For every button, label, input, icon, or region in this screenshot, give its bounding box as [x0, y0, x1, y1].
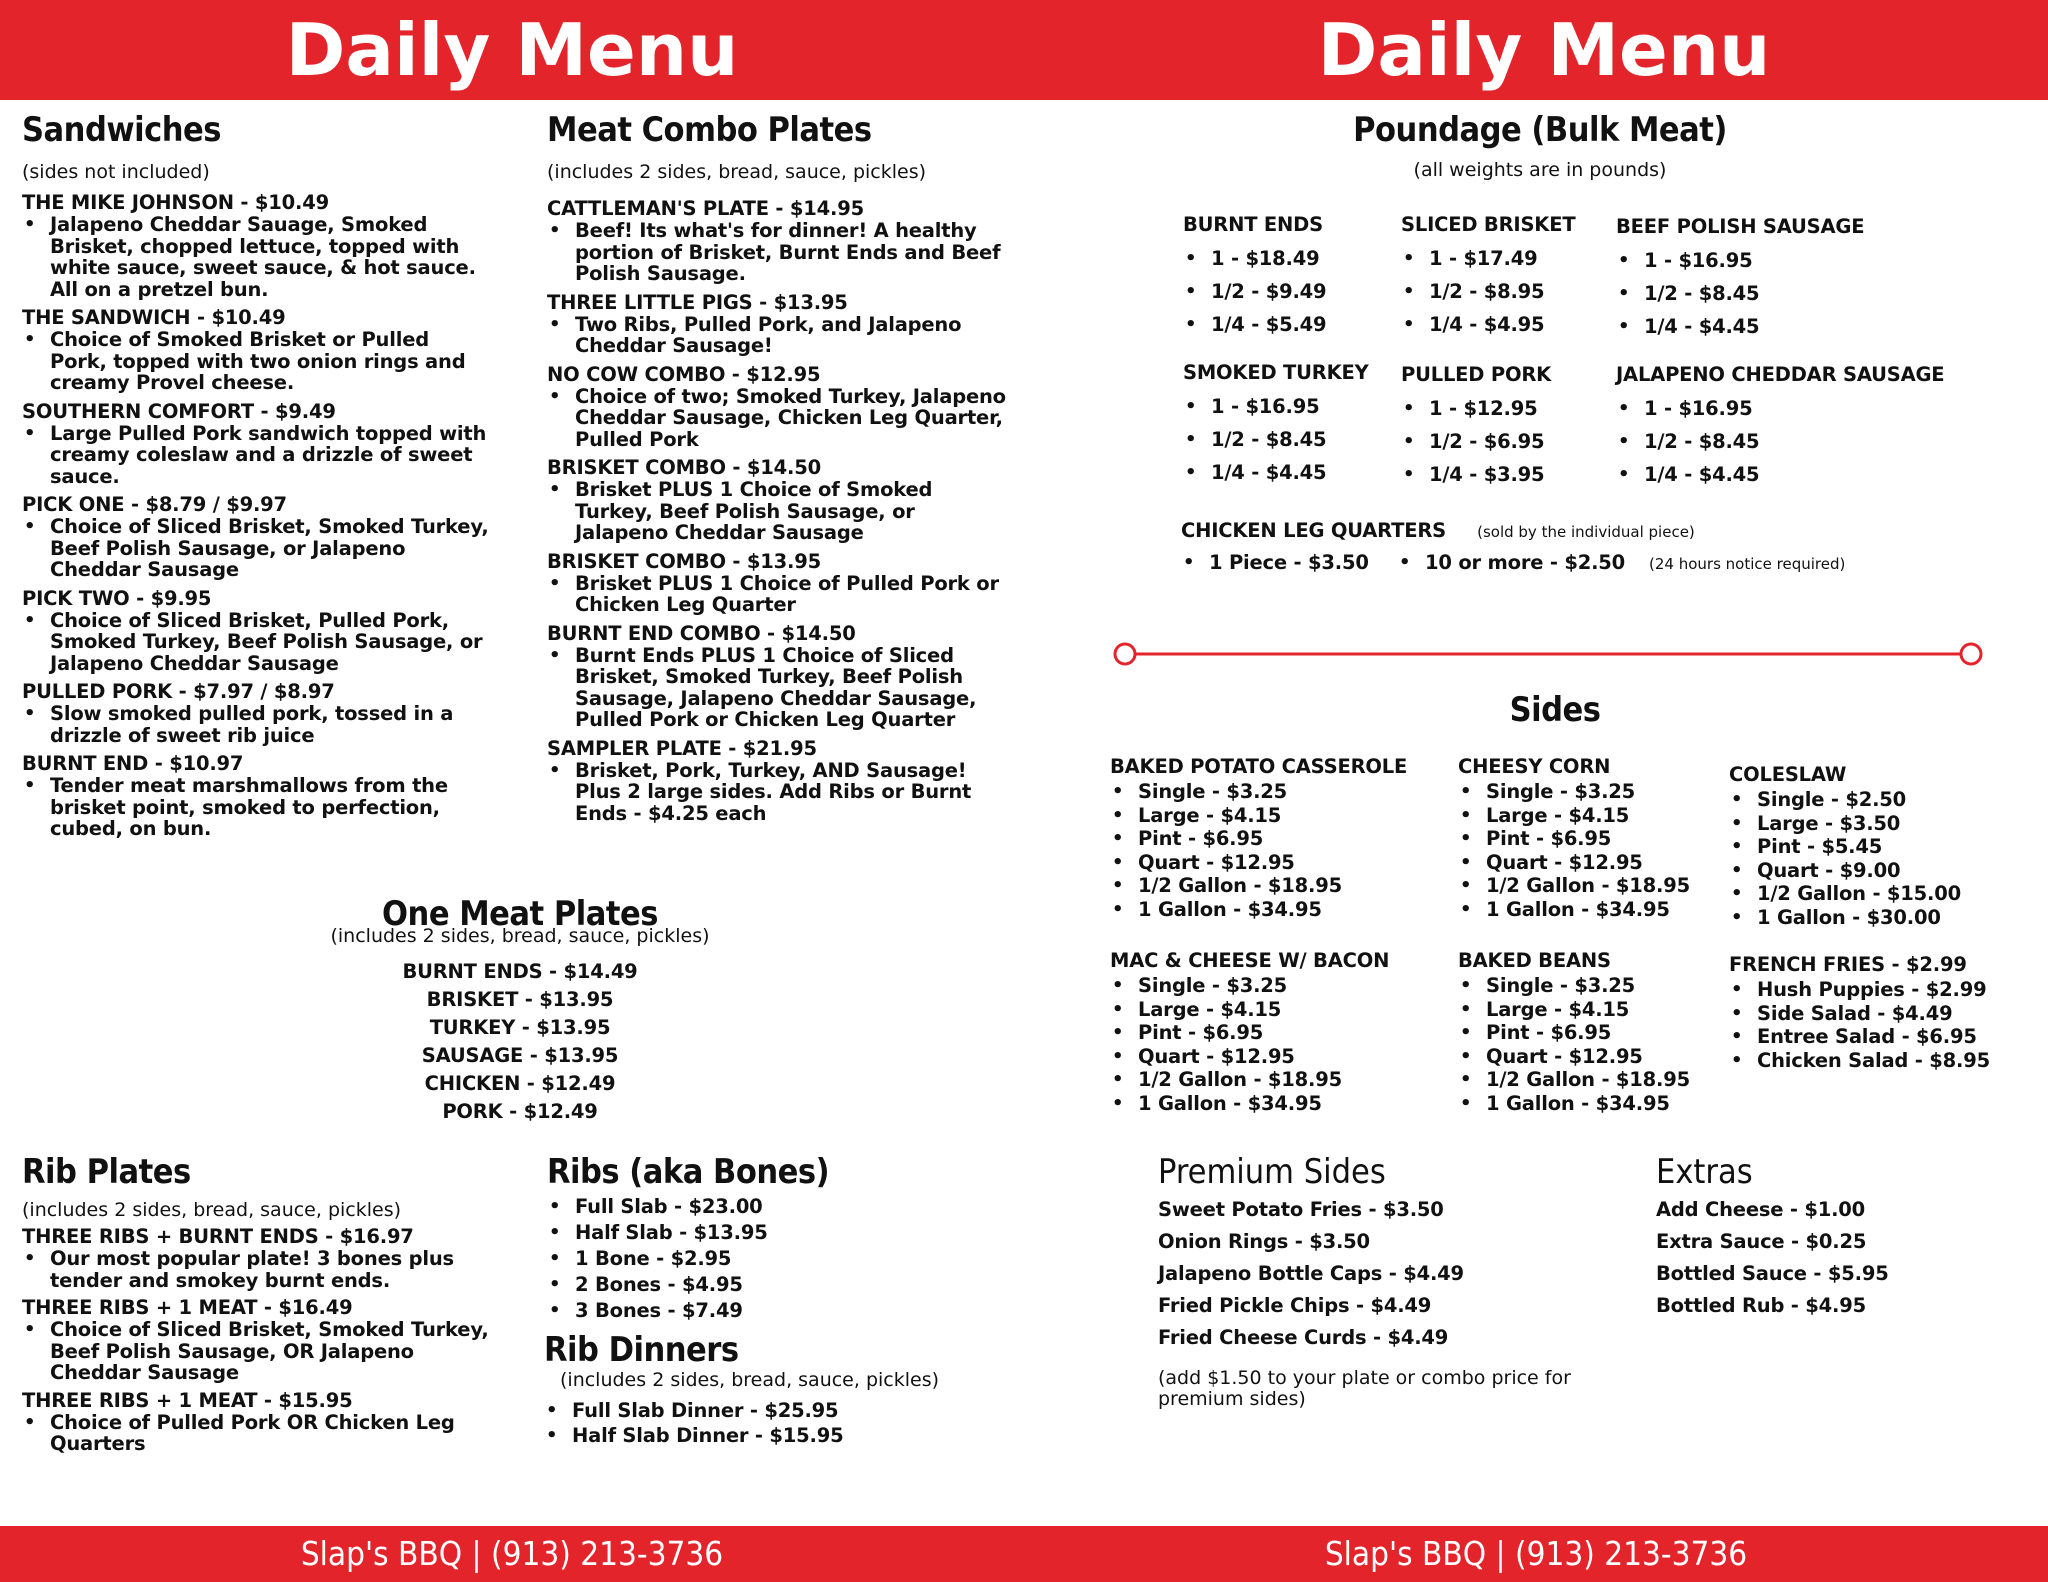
price-group-title: MAC & CHEESE W/ BACON — [1110, 949, 1390, 972]
price-list — [1616, 392, 1944, 491]
menu-item-detail: • Our most popular plate! 3 bones plus tender and smokey burnt ends. — [22, 1248, 492, 1291]
menu-item-detail: • Slow smoked pulled pork, tossed in a drizzle of sweet rib juice — [22, 703, 492, 746]
price-item: • Large - $4.15 — [1458, 998, 1690, 1022]
menu-item — [547, 623, 1007, 731]
price-group-title: BURNT ENDS — [1183, 213, 1323, 236]
section-title: Rib Plates — [22, 1152, 191, 1192]
menu-item-name: BURNT END COMBO - $14.50 — [547, 621, 856, 645]
price-group-title: BAKED BEANS — [1458, 949, 1611, 972]
menu-item — [22, 307, 492, 394]
price-item: • Entree Salad - $6.95 — [1729, 1025, 1990, 1049]
price-item: • 1 Gallon - $30.00 — [1729, 906, 1961, 930]
menu-item-name: SOUTHERN COMFORT - $9.49 — [22, 399, 336, 423]
chicken-leg-note: (sold by the individual piece) — [1477, 523, 1695, 541]
price-item: • 1 - $12.95 — [1401, 392, 1551, 425]
menu-item — [547, 457, 1007, 544]
section-note: (sides not included) — [22, 161, 210, 183]
price-item: • 1/2 - $8.95 — [1401, 275, 1575, 308]
menu-title-right: Daily Menu — [1317, 8, 1771, 92]
price-item: • 1 Gallon - $34.95 — [1110, 898, 1407, 922]
menu-item-details — [547, 314, 1007, 357]
price-item: • 1 - $18.49 — [1183, 242, 1326, 275]
menu-item: • 2 Bones - $4.95 — [547, 1272, 1007, 1298]
price-list — [1729, 978, 1990, 1072]
price-item: • 1/2 Gallon - $18.95 — [1110, 1068, 1389, 1092]
menu-item: Bottled Sauce - $5.95 — [1656, 1262, 1889, 1285]
poundage-grid — [1183, 214, 2003, 494]
premium-sides-section — [1158, 1152, 1598, 1410]
menu-item-detail: • Choice of Smoked Brisket or Pulled Pork, topped with two onion rings and creamy Provel cheese. — [22, 329, 492, 394]
footer-contact-right: Slap's BBQ | (913) 213-3736 — [1324, 1534, 1748, 1573]
price-item: • Large - $4.15 — [1458, 804, 1690, 828]
menu-item-details — [547, 645, 1007, 731]
price-item: • Single - $3.25 — [1110, 974, 1389, 998]
price-item: • Single - $2.50 — [1729, 788, 1961, 812]
one-meat-section — [300, 894, 740, 1126]
section-note: (all weights are in pounds) — [1413, 159, 1667, 181]
section-title: Sandwiches — [22, 110, 221, 150]
menu-item: • Full Slab - $23.00 — [547, 1194, 1007, 1220]
menu-item — [22, 753, 492, 840]
menu-item-detail: • Choice of two; Smoked Turkey, Jalapeno Cheddar Sausage, Chicken Leg Quarter, Pulled Pork — [547, 386, 1007, 451]
chicken-leg-title: CHICKEN LEG QUARTERS — [1181, 519, 1447, 542]
item-list — [22, 1226, 492, 1455]
menu-item-details — [22, 516, 492, 581]
menu-item-name: PICK ONE - $8.79 / $9.97 — [22, 493, 287, 516]
menu-item: Add Cheese - $1.00 — [1656, 1198, 1866, 1221]
item-list — [547, 1194, 1007, 1324]
item-list — [1656, 1194, 1996, 1322]
price-item: • 1 Gallon - $34.95 — [1458, 1092, 1690, 1116]
section-title: Ribs (aka Bones) — [547, 1152, 830, 1192]
menu-item-details — [22, 703, 492, 746]
menu-item-details — [22, 423, 492, 488]
price-item: • 1/2 Gallon - $15.00 — [1729, 882, 1961, 906]
menu-item-detail: • Brisket PLUS 1 Choice of Smoked Turkey, Beef Polish Sausage, or Jalapeno Cheddar Sausage — [547, 479, 1007, 544]
section-note: (includes 2 sides, bread, sauce, pickles) — [330, 925, 710, 947]
header-bar — [0, 0, 2048, 100]
price-list — [1401, 242, 1575, 341]
menu-item: Fried Cheese Curds - $4.49 — [1158, 1326, 1449, 1349]
menu-item-detail: • Jalapeno Cheddar Sauage, Smoked Brisket, chopped lettuce, topped with white sauce, sweet sauce, & hot sauce. All on a pretzel bun. — [22, 214, 492, 300]
menu-item-detail: • Choice of Pulled Pork OR Chicken Leg Quarters — [22, 1412, 492, 1455]
menu-item: PORK - $12.49 — [442, 1100, 598, 1123]
menu-item-details — [22, 1319, 492, 1384]
price-group-title: CHEESY CORN — [1458, 755, 1611, 778]
menu-item: Fried Pickle Chips - $4.49 — [1158, 1294, 1432, 1317]
price-item: • Pint - $6.95 — [1110, 827, 1407, 851]
price-item: • 1/4 - $3.95 — [1401, 458, 1551, 491]
section-title: Meat Combo Plates — [547, 110, 872, 150]
menu-item: CHICKEN - $12.49 — [424, 1072, 616, 1095]
price-list — [1458, 780, 1690, 921]
menu-item-detail: • Tender meat marshmallows from the brisket point, smoked to perfection, cubed, on bun. — [22, 775, 492, 840]
menu-title-left: Daily Menu — [285, 8, 739, 92]
price-item: • Chicken Salad - $8.95 — [1729, 1049, 1990, 1073]
menu-item-name: BURNT END - $10.97 — [22, 752, 244, 775]
menu-item-details — [547, 573, 1007, 616]
menu-item-name: THREE LITTLE PIGS - $13.95 — [547, 290, 848, 314]
menu-item — [22, 192, 492, 300]
section-note: (includes 2 sides, bread, sauce, pickles) — [560, 1369, 940, 1391]
price-list — [1616, 244, 1864, 343]
menu-item-details — [547, 220, 1007, 285]
menu-item-detail: • Choice of Sliced Brisket, Smoked Turkey, Beef Polish Sausage, OR Jalapeno Cheddar Sausage — [22, 1319, 492, 1384]
rib-plates-section — [22, 1152, 492, 1455]
price-item: • 1 Gallon - $34.95 — [1458, 898, 1690, 922]
price-item: • Pint - $6.95 — [1110, 1021, 1389, 1045]
menu-item-detail: • Choice of Sliced Brisket, Smoked Turkey, Beef Polish Sausage, or Jalapeno Cheddar Sausage — [22, 516, 492, 581]
menu-item-name: THREE RIBS + BURNT ENDS - $16.97 — [22, 1225, 414, 1248]
menu-item — [547, 364, 1007, 451]
price-item: • 1/2 - $8.45 — [1183, 423, 1369, 456]
price-group — [1729, 954, 1990, 1072]
menu-item: Sweet Potato Fries - $3.50 — [1158, 1198, 1444, 1221]
menu-item — [547, 198, 1007, 285]
price-list — [1401, 392, 1551, 491]
menu-item-details — [22, 1412, 492, 1455]
menu-item — [22, 494, 492, 581]
price-item: • 1/2 Gallon - $18.95 — [1110, 874, 1407, 898]
menu-item — [547, 292, 1007, 357]
menu-item — [22, 1390, 492, 1455]
section-title: Premium Sides — [1158, 1152, 1386, 1192]
price-item: • Single - $3.25 — [1458, 974, 1690, 998]
item-list — [1158, 1194, 1598, 1354]
price-item: • 1 - $16.95 — [1616, 244, 1864, 277]
price-item: • Single - $3.25 — [1458, 780, 1690, 804]
menu-item — [22, 588, 492, 675]
price-group-title: SMOKED TURKEY — [1183, 361, 1369, 384]
price-item: • Pint - $6.95 — [1458, 1021, 1690, 1045]
price-group — [1616, 364, 1944, 491]
price-list — [1458, 974, 1690, 1115]
combo-section — [547, 110, 1007, 824]
section-title: Sides — [1509, 690, 1601, 730]
section-title: One Meat Plates — [382, 894, 658, 934]
price-item: • Large - $4.15 — [1110, 804, 1407, 828]
menu-item-detail: • Large Pulled Pork sandwich topped with creamy coleslaw and a drizzle of sweet sauce. — [22, 423, 492, 488]
price-item: • 1/2 Gallon - $18.95 — [1458, 874, 1690, 898]
price-item: • Large - $4.15 — [1110, 998, 1389, 1022]
menu-item-details — [22, 775, 492, 840]
sides-header — [1420, 690, 1690, 730]
price-group-title: PULLED PORK — [1401, 363, 1552, 386]
price-item: • Quart - $12.95 — [1458, 851, 1690, 875]
price-item: • Pint - $6.95 — [1458, 827, 1690, 851]
price-item: • 1 Gallon - $34.95 — [1110, 1092, 1389, 1116]
price-group — [1183, 362, 1369, 489]
section-title: Poundage (Bulk Meat) — [1353, 110, 1727, 150]
menu-item: • Full Slab Dinner - $25.95 — [544, 1398, 1004, 1423]
menu-item — [547, 738, 1007, 825]
chicken-leg-note2: (24 hours notice required) — [1649, 555, 1846, 573]
price-group — [1110, 950, 1389, 1115]
price-list — [1110, 780, 1407, 921]
item-list — [547, 198, 1007, 824]
menu-item-detail: • Burnt Ends PLUS 1 Choice of Sliced Brisket, Smoked Turkey, Beef Polish Sausage, Jalapeno Cheddar Sausage, Pulled Pork or Chicken Leg Quarter — [547, 645, 1007, 731]
price-group — [1616, 216, 1864, 343]
ribs-section — [547, 1152, 1007, 1324]
price-item: • Quart - $9.00 — [1729, 859, 1961, 883]
section-note: (includes 2 sides, bread, sauce, pickles) — [547, 161, 927, 183]
premium-note: (add $1.50 to your plate or combo price for premium sides) — [1158, 1367, 1571, 1410]
item-list — [22, 192, 492, 840]
menu-item: • 1 Bone - $2.95 — [547, 1246, 1007, 1272]
menu-item — [22, 1226, 492, 1291]
price-group — [1183, 214, 1326, 341]
sandwiches-section — [22, 110, 492, 840]
menu-item: Bottled Rub - $4.95 — [1656, 1294, 1866, 1317]
menu-item-detail: • Choice of Sliced Brisket, Pulled Pork, Smoked Turkey, Beef Polish Sausage, or Jalapeno Cheddar Sausage — [22, 610, 492, 675]
menu-item-details — [22, 1248, 492, 1291]
price-group — [1401, 214, 1575, 341]
price-group — [1458, 950, 1690, 1115]
menu-item: Onion Rings - $3.50 — [1158, 1230, 1370, 1253]
price-item: • Hush Puppies - $2.99 — [1729, 978, 1990, 1002]
section-divider — [1112, 641, 1984, 667]
menu-item-name: NO COW COMBO - $12.95 — [547, 362, 821, 386]
price-item: • Pint - $5.45 — [1729, 835, 1961, 859]
price-list — [1729, 788, 1961, 929]
menu-item-name: PULLED PORK - $7.97 / $8.97 — [22, 680, 335, 703]
menu-item: TURKEY - $13.95 — [429, 1016, 611, 1039]
rib-dinners-section — [544, 1330, 1004, 1448]
menu-item-details — [22, 214, 492, 300]
menu-item-details — [22, 610, 492, 675]
price-group-title: FRENCH FRIES - $2.99 — [1729, 953, 1967, 976]
menu-item-detail: • Brisket PLUS 1 Choice of Pulled Pork or Chicken Leg Quarter — [547, 573, 1007, 616]
menu-item: BRISKET - $13.95 — [426, 988, 614, 1011]
menu-item — [22, 681, 492, 746]
menu-item: • Half Slab Dinner - $15.95 — [544, 1423, 1004, 1448]
price-item: • 1/2 - $9.49 — [1183, 275, 1326, 308]
menu-item-detail: • Brisket, Pork, Turkey, AND Sausage! Plus 2 large sides. Add Ribs or Burnt Ends - $4.25 each — [547, 760, 1007, 825]
menu-item: Extra Sauce - $0.25 — [1656, 1230, 1867, 1253]
price-item: • 1/2 - $8.45 — [1616, 277, 1864, 310]
menu-item-name: THE MIKE JOHNSON - $10.49 — [22, 191, 329, 214]
price-group — [1110, 756, 1407, 921]
price-item: • 1 - $16.95 — [1616, 392, 1944, 425]
chicken-leg-price-bulk: • 10 or more - $2.50 — [1397, 552, 1625, 574]
menu-item-name: THE SANDWICH - $10.49 — [22, 306, 286, 329]
price-list — [1183, 242, 1326, 341]
price-item: • 1/4 - $4.95 — [1401, 308, 1575, 341]
price-group — [1458, 756, 1690, 921]
item-list — [300, 958, 740, 1126]
price-group — [1729, 764, 1961, 929]
price-group-title: SLICED BRISKET — [1401, 213, 1576, 236]
footer-bar — [0, 1526, 2048, 1582]
price-item: • Quart - $12.95 — [1110, 851, 1407, 875]
price-item: • 1/4 - $4.45 — [1183, 456, 1369, 489]
menu-item: BURNT ENDS - $14.49 — [402, 960, 638, 983]
price-item: • 1/2 - $6.95 — [1401, 425, 1551, 458]
price-item: • 1/2 Gallon - $18.95 — [1458, 1068, 1690, 1092]
menu-item: • 3 Bones - $7.49 — [547, 1298, 1007, 1324]
price-list — [1183, 390, 1369, 489]
item-list — [544, 1398, 1004, 1448]
price-group — [1401, 364, 1551, 491]
menu-item — [22, 401, 492, 488]
price-item: • 1/4 - $5.49 — [1183, 308, 1326, 341]
chicken-leg-price-single: • 1 Piece - $3.50 — [1181, 552, 1369, 574]
price-group-title: BAKED POTATO CASSEROLE — [1110, 755, 1408, 778]
section-title: Extras — [1656, 1152, 1753, 1192]
menu-item — [547, 551, 1007, 616]
menu-item-name: BRISKET COMBO - $13.95 — [547, 549, 821, 573]
menu-item-name: PICK TWO - $9.95 — [22, 586, 212, 610]
price-group-title: COLESLAW — [1729, 763, 1847, 786]
price-item: • Large - $3.50 — [1729, 812, 1961, 836]
price-item: • Quart - $12.95 — [1110, 1045, 1389, 1069]
menu-item-name: BRISKET COMBO - $14.50 — [547, 456, 821, 479]
section-title: Rib Dinners — [544, 1330, 739, 1370]
menu-item: Jalapeno Bottle Caps - $4.49 — [1158, 1262, 1464, 1285]
poundage-header — [1280, 110, 1800, 182]
menu-item-details — [547, 386, 1007, 451]
price-item: • 1 - $16.95 — [1183, 390, 1369, 423]
menu-item-name: SAMPLER PLATE - $21.95 — [547, 736, 817, 760]
menu-item — [22, 1297, 492, 1384]
menu-item-name: THREE RIBS + 1 MEAT - $16.49 — [22, 1296, 353, 1319]
section-note: (includes 2 sides, bread, sauce, pickles) — [22, 1199, 402, 1221]
menu-item-name: CATTLEMAN'S PLATE - $14.95 — [547, 197, 864, 220]
chicken-leg-section — [1181, 520, 2001, 578]
price-item: • Side Salad - $4.49 — [1729, 1002, 1990, 1026]
price-item: • 1/2 - $8.45 — [1616, 425, 1944, 458]
extras-section — [1656, 1152, 1996, 1322]
price-list — [1110, 974, 1389, 1115]
menu-item: • Half Slab - $13.95 — [547, 1220, 1007, 1246]
price-group-title: BEEF POLISH SAUSAGE — [1616, 215, 1865, 238]
menu-item-details — [547, 479, 1007, 544]
price-item: • 1 - $17.49 — [1401, 242, 1575, 275]
price-item: • Quart - $12.95 — [1458, 1045, 1690, 1069]
price-group-title: JALAPENO CHEDDAR SAUSAGE — [1616, 363, 1945, 386]
price-item: • Single - $3.25 — [1110, 780, 1407, 804]
menu-item-details — [547, 760, 1007, 825]
menu-item-details — [22, 329, 492, 394]
menu-item-detail: • Two Ribs, Pulled Pork, and Jalapeno Cheddar Sausage! — [547, 314, 1007, 357]
footer-contact-left: Slap's BBQ | (913) 213-3736 — [300, 1534, 724, 1573]
menu-item: SAUSAGE - $13.95 — [421, 1044, 619, 1067]
menu-item-name: THREE RIBS + 1 MEAT - $15.95 — [22, 1388, 353, 1412]
price-item: • 1/4 - $4.45 — [1616, 458, 1944, 491]
menu-item-detail: • Beef! Its what's for dinner! A healthy portion of Brisket, Burnt Ends and Beef Polish Sausage. — [547, 220, 1007, 285]
sides-grid — [1110, 756, 2010, 1136]
price-item: • 1/4 - $4.45 — [1616, 310, 1864, 343]
